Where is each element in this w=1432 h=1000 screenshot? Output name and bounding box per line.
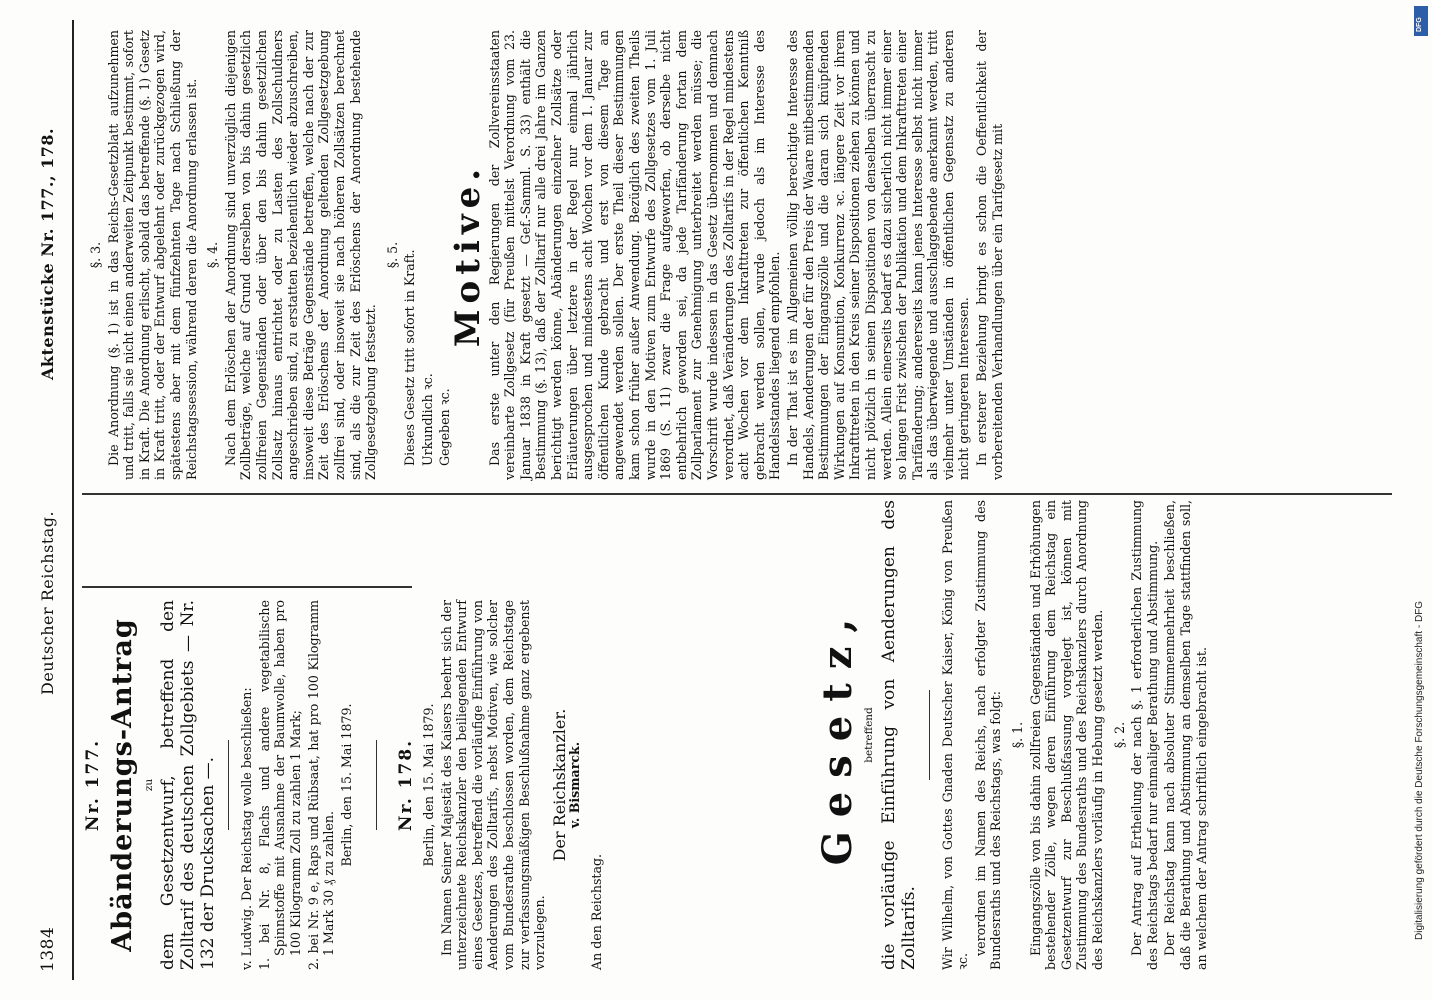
section-3-text: Die Anordnung (§. 1) ist in das Reichs-Gesetzblatt aufzunehmen und tritt, falls sie nicht einen anderweiten Zeitpunkt bestimmt, sofort in Kraft. Die Anordnung erlischt, sobald das betreffende (§. 1) Gesetz in Kraft tritt, oder der Entwurf abgelehnt oder zurückgezogen wird, spätestens aber mit dem fünfzehnten Tage nach Schließung der Reichstagssession, während deren die Anordnung erlassen ist. — [105, 30, 199, 480]
gesetz-heading: Gesetz, — [814, 604, 861, 866]
header-right-title: Aktenstücke Nr. 177., 178. — [38, 127, 57, 380]
preamble: Wir Wilhelm, von Gottes Gnaden Deutscher Kaiser, König von Preußen ꝛc. — [939, 500, 971, 970]
motive-para-3: In ersterer Beziehung bringt es schon die Oeffentlichkeit der vorbereitenden Verhandlungen über ein Tarifgesetz mit — [974, 30, 1005, 480]
closing-2: Gegeben ꝛc. — [437, 388, 453, 466]
gesetz-title: die vorläufige Einführung von Aenderungen des Zolltarifs. — [878, 500, 919, 970]
section-5-head: §. 5. — [384, 241, 400, 269]
antrag-subject: dem Gesetzentwurf, betreffend den Zolltarif des deutschen Zollgebiets — Nr. 132 der Drucksachen —. — [158, 600, 219, 970]
preamble-2: verordnen im Namen des Reichs, nach erfolgter Zustimmung des Bundesraths und des Reichstags, was folgt: — [972, 500, 1004, 970]
header-left-title: Deutscher Reichstag. — [38, 510, 57, 695]
column-divider — [82, 587, 412, 589]
header-rule — [72, 20, 74, 980]
section-5-text: Dieses Gesetz tritt sofort in Kraft. — [402, 249, 418, 466]
antrag-title: Abänderungs-Antrag — [106, 618, 138, 952]
section-4-text: Nach dem Erlöschen der Anordnung sind unverzüglich diejenigen Zollbeträge, welche auf Grund derselben von bis dahin gesetzlich zollfreien Gegenständen oder über den bis dahin gesetzlichen Zollsatz hinaus entrichtet oder zu Lasten des Zollschuldners angeschrieben sind, zu erstatten beziehentlich wieder abzuschreiben, insoweit diese Beträge Gegenstände betreffen, welche nach der zur Zeit des Erlöschens der Anordnung geltenden Zollgesetzgebung zollfrei sind, oder insoweit sie nach höheren Zollsätzen berechnet sind, als die zur Zeit des Erlöschens der Anordnung bestehende Zollgesetzgebung festsetzt. — [222, 30, 379, 480]
zu-label: zu — [142, 778, 155, 792]
column-1 — [82, 600, 606, 970]
motive-para-1: Das erste unter den Regierungen der Zollvereinsstaaten vereinbarte Zollgesetz (für Preußen mittelst Verordnung vom 23. Januar 1838 in Kraft gesetzt — Gef.-Samml. S. 33) enthält die Bestimmung (§. 13), daß der Zolltarif nur alle drei Jahre im Ganzen berichtigt werden könne, Abänderungen einzelner Zollsätze oder Erläuterungen über letztere in der Regel nur einmal jährlich ausgesprochen und mindestens acht Wochen vor dem 1. Januar zur öffentlichen Kunde gebracht und erst von diesem Tage an angewendet werden sollen. Der erste Theil dieser Bestimmungen kam schon früher außer Anwendung. Bezüglich des zweiten Theils wurde in den Motiven zum Entwurfe des Zollgesetzes vom 1. Juli 1869 (S. 11) zwar die Frage aufgeworfen, ob derselbe nicht entbehrlich geworden sei, da jede Tarifänderung fortan dem Zollparlament zur Genehmigung unterbreitet werden müsse; die Vorschrift wurde indessen in das Gesetz übernommen und demnach verordnet, daß Veränderungen des Zolltarifs in der Regel mindestens acht Wochen vor dem Inkrafttreten zur öffentlichen Kenntniß gebracht werden sollen, wurde jedoch als im Interesse des Handelsstandes liegend empfohlen. — [486, 30, 783, 480]
motive-para-2: In der That ist es im Allgemeinen völlig berechtigte Interesse des Handels, Aenderungen der für den Preis der Waare mitbestimmenden Bestimmungen der Eingangszölle und die daran sich knüpfenden Wirkungen auf Konsumtion, Konkurrenz ꝛc. längere Zeit vor ihrem Inkrafttreten in den Kreis seiner Dispositionen ziehen zu können und nicht plötzlich in seinen Dispositionen von denselben überrascht zu werden. Allein einerseits bedarf es dazu sicherlich nicht immer einer so langen Frist zwischen der Publikation und dem Inkrafttreten einer Tarifänderung; andererseits kann jenes Interesse selbst nicht immer als das überwiegende und ausschlaggebende anerkannt werden, tritt vielmehr unter Umständen in öffentlichen Gegensatz zu anderen nicht geringeren Interessen. — [784, 30, 972, 480]
column-3 — [82, 30, 1007, 480]
nr-177-heading: Nr. 177. — [83, 738, 103, 832]
section-2-text-a: Der Antrag auf Ertheilung der nach §. 1 erforderlichen Zustimmung des Reichstags bedarf nur einmaliger Berathung und Abstimmung. — [1129, 500, 1160, 970]
antrag-item-1: 1. bei Nr. 8, Flachs und andere vegetabilische Spinnstoffe mit Ausnahme der Baumwolle, haben pro 100 Kilogramm Zoll zu zahlen 1 Mark; — [256, 600, 303, 970]
antrag-date: Berlin, den 15. Mai 1879. — [338, 703, 354, 867]
betreffend-label: betreffend — [863, 707, 875, 763]
credit-text: Digitalisierung gefördert durch die Deutsche Forschungsgemeinschaft - DFG — [1414, 600, 1425, 940]
nr-178-heading: Nr. 178. — [396, 738, 417, 832]
antrag-item-2: 2. bei Nr. 9 e, Raps und Rübsaat, hat pro 100 Kilogramm 1 Mark 30 ₰ zu zahlen. — [305, 600, 337, 970]
dfg-logo-text: DFG — [1416, 17, 1423, 32]
letter-text: Im Namen Seiner Majestät des Kaisers beehrt sich der unterzeichnete Reichskanzler den beiliegenden Entwurf eines Gesetzes, betreffend die vorläufige Einführung von Aenderungen des Zolltarifs, nebst Motiven, wie solcher vom Bundesrathe beschlossen worden, dem Reichstage zur verfassungsmäßigen Beschlußnahme ganz ergebenst vorzulegen. — [438, 600, 548, 970]
digitization-credit — [1414, 60, 1430, 940]
section-3-head: §. 3. — [88, 241, 103, 269]
separator — [376, 740, 377, 830]
section-4-head: §. 4. — [205, 241, 221, 269]
section-1-head: §. 1. — [1009, 721, 1025, 749]
antrag-intro: v. Ludwig. Der Reichstag wolle beschließen: — [239, 687, 255, 970]
page-number: 1384 — [38, 926, 58, 972]
section-2-text-b: Der Reichstag kann nach absoluter Stimmenmehrheit beschließen, daß die Berathung und Abstimmung an demselben Tage stattfinden soll, an welchem der Antrag schriftlich eingebracht ist. — [1162, 500, 1209, 970]
separator — [228, 740, 229, 830]
signature-name: v. Bismarck. — [567, 741, 583, 829]
antrag-items — [257, 600, 337, 970]
closing-1: Urkundlich ꝛc. — [419, 373, 435, 466]
signature-title: Der Reichskanzler. — [549, 708, 569, 862]
motive-heading: Motive. — [448, 162, 489, 348]
section-1-text: Eingangszölle von bis dahin zollfreien Gegenständen und Erhöhungen bestehender Zölle, wegen deren Einführung dem Reichstag ein Gesetzentwurf zur Beschlußfassung vorgelegt ist, können mit Zustimmung des Bundesraths und des Reichskanzlers durch Anordnung des Reichskanzlers vorläufig in Hebung gesetzt werden. — [1027, 500, 1105, 970]
addressee: An den Reichstag. — [588, 853, 604, 970]
column-divider — [82, 494, 1392, 496]
dfg-logo — [1414, 6, 1428, 36]
letter-date: Berlin, den 15. Mai 1879. — [420, 703, 436, 867]
page-header — [38, 20, 68, 980]
section-2-head: §. 2. — [1111, 721, 1127, 749]
